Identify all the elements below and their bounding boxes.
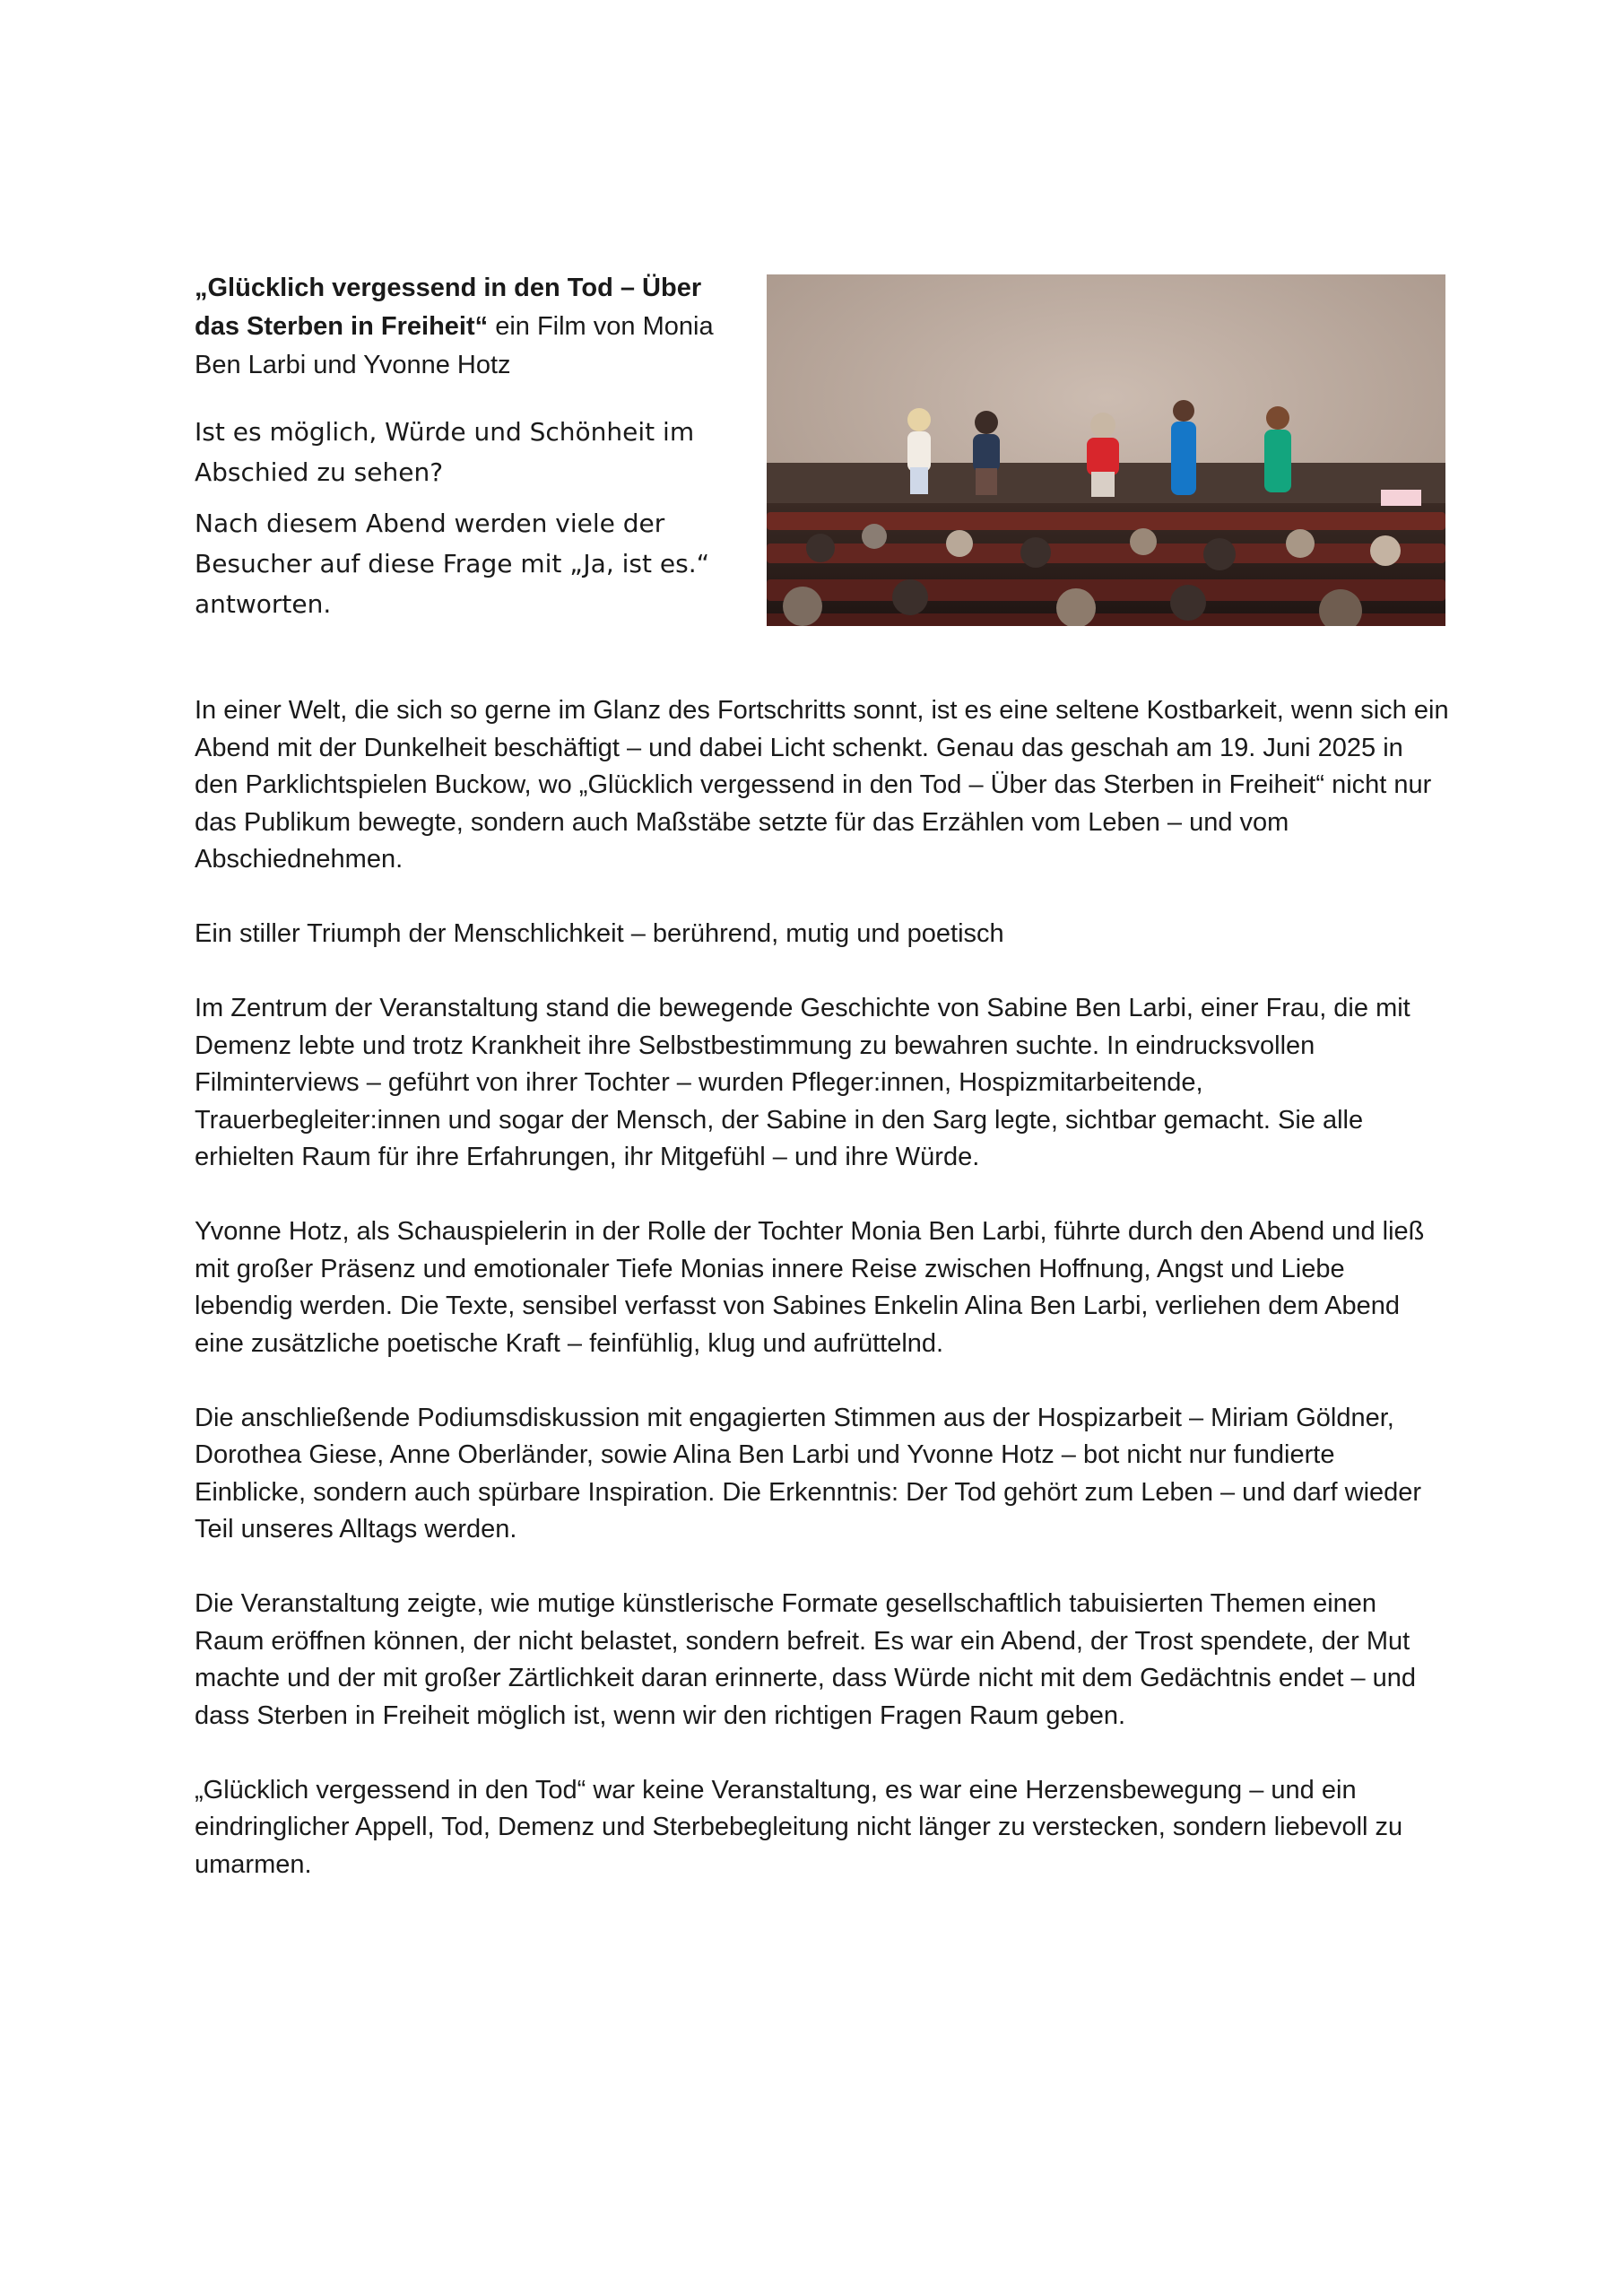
- paragraph-subheading: Ein stiller Triumph der Menschlichkeit – berührend, mutig und poetisch: [195, 919, 1004, 948]
- paragraph-podium: Die anschließende Podiumsdiskussion mit engagierten Stimmen aus der Hospizarbeit – Miriam Göldner, Dorothea Giese, Anne Oberländer, sowie Alina Ben Larbi und Yvonne Hotz – bot nicht nur fundierte Einblicke, sondern auch spürbare Inspiration. Die Erkenntnis: Der Tod gehört zum Leben – und darf wieder Teil unseres Alltags werden.: [195, 1403, 1422, 1544]
- paragraph-formats: Die Veranstaltung zeigte, wie mutige künstlerische Formate gesellschaftlich tabuisierten Themen einen Raum eröffnen können, der nicht belastet, sondern befreit. Es war ein Abend, der Trost spendete, der Mut machte und der mit großer Zärtlichkeit daran erinnerte, dass Würde nicht mit dem Gedächtnis endet – und dass Sterben in Freiheit möglich ist, wenn wir den richtigen Fragen Raum geben.: [195, 1589, 1417, 1730]
- intro-question: Ist es möglich, Würde und Schönheit im Abschied zu sehen?: [195, 417, 695, 487]
- event-photo: [767, 274, 1445, 626]
- paragraph-intro: In einer Welt, die sich so gerne im Glanz des Fortschritts sonnt, ist es eine seltene Kostbarkeit, wenn sich ein Abend mit der Dunkelheit beschäftigt – und dabei Licht schenkt. Genau das geschah am 19. Juni 2025 in den Parklichtspielen Buckow, wo „Glücklich vergessend in den Tod – Über das Sterben in Freiheit“ nicht nur das Publikum bewegte, sondern auch Maßstäbe setzte für das Erzählen vom Leben – und vom Abschiednehmen.: [195, 696, 1449, 874]
- film-title-bold: „Glücklich vergessend in den Tod – Über das Sterben in Freiheit“: [195, 274, 702, 341]
- film-title-rest: ein Film von Monia Ben Larbi und Yvonne Hotz: [195, 312, 714, 379]
- article-body: [195, 692, 1450, 1921]
- paragraph-yvonne: Yvonne Hotz, als Schauspielerin in der Rolle der Tochter Monia Ben Larbi, führte durch den Abend und ließ mit großer Präsenz und emotionaler Tiefe Monias innere Reise zwischen Hoffnung, Angst und Liebe lebendig werden. Die Texte, sensibel verfasst von Sabines Enkelin Alina Ben Larbi, verliehen dem Abend eine zusätzliche poetische Kraft – feinfühlig, klug und aufrüttelnd.: [195, 1217, 1425, 1358]
- paragraph-center: Im Zentrum der Veranstaltung stand die bewegende Geschichte von Sabine Ben Larbi, einer Frau, die mit Demenz lebte und trotz Krankheit ihre Selbstbestimmung zu bewahren suchte. In eindrucksvollen Filminterviews – geführt von ihrer Tochter – wurden Pfleger:innen, Hospizmitarbeitende, Trauerbegleiter:innen und sogar der Mensch, der Sabine in den Sarg legte, sichtbar gemacht. Sie alle erhielten Raum für ihre Erfahrungen, ihr Mitgefühl – und ihre Würde.: [195, 994, 1410, 1171]
- paragraph-closing: „Glücklich vergessend in den Tod“ war keine Veranstaltung, es war eine Herzensbewegung – und ein eindringlicher Appell, Tod, Demenz und Sterbebegleitung nicht länger zu verstecken, sondern liebevoll zu umarmen.: [195, 1775, 1403, 1879]
- intro-answer: Nach diesem Abend werden viele der Besucher auf diese Frage mit „Ja, ist es.“ antworten.: [195, 509, 710, 619]
- film-title: [195, 269, 751, 385]
- photo-podium-discussion-icon: [767, 274, 1445, 626]
- intro-block: [195, 269, 751, 624]
